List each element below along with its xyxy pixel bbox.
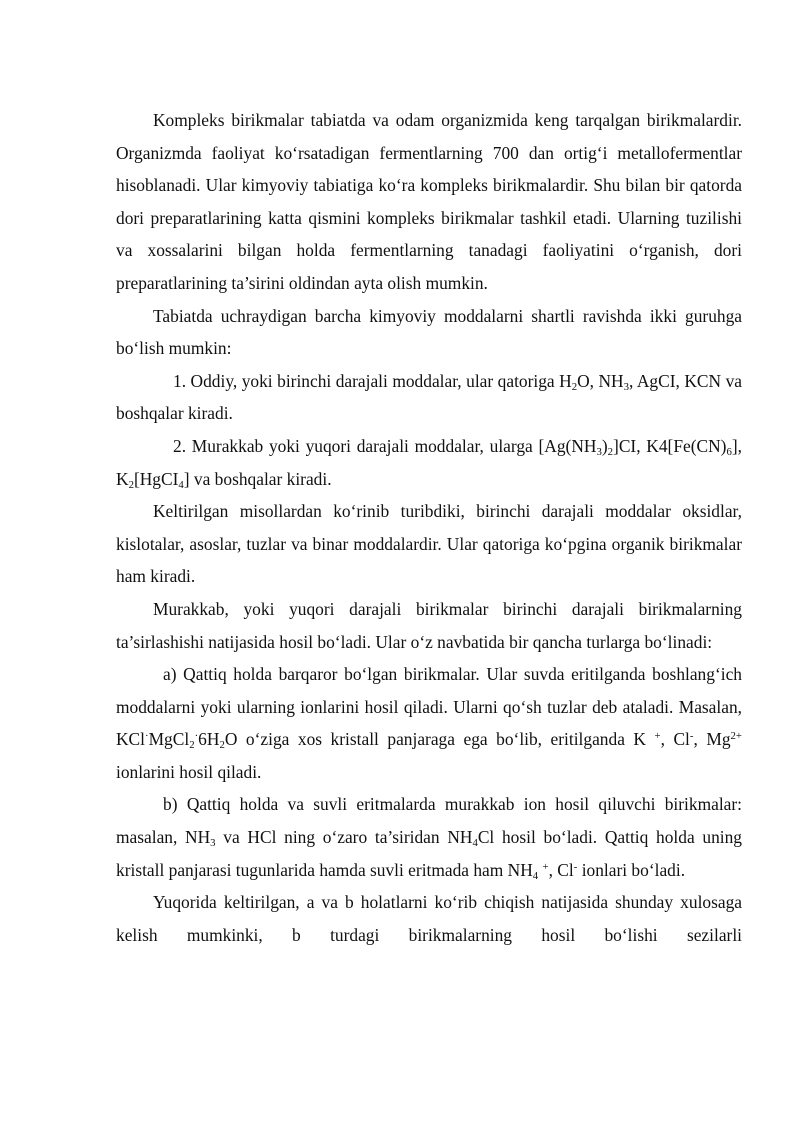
document-body — [116, 104, 742, 951]
paragraph-examples: Keltirilgan misollardan ko‘rinib turibdiki, birinchi darajali moddalar oksidlar, kislotalar, asoslar, tuzlar va binar moddalardir. Ular qatoriga ko‘pgina organik birikmalar ham kiradi. — [116, 501, 742, 587]
list-number: 2. — [173, 435, 187, 456]
list-number: 1. — [173, 370, 187, 391]
list-letter: b) — [163, 794, 178, 815]
list-item-complex-ions: b) Qattiq holda va suvli eritmalarda murakkab ion hosil qiluvchi birikmalar: masalan, $NH_3$ va HCl ning o‘zaro ta’siridan $NH_4Cl$ hosil bo‘ladi. Qattiq holda uning kristall panjarasi tugunlarida hamda suvli eritmada ham $NH_4$ +, Cl- ionlari bo‘ladi. — [116, 794, 742, 882]
list-letter: a) — [163, 664, 177, 685]
paragraph-classification: Tabiatda uchraydigan barcha kimyoviy moddalarni shartli ravishda ikki guruhga bo‘lish mumkin: — [116, 305, 742, 359]
paragraph-conclusion: Yuqorida keltirilgan, a va b holatlarni ko‘rib chiqish natijasida shunday xulosaga kelish mumkinki, b turdagi birikmalarning hosil bo‘lishi sezilarli — [116, 892, 742, 945]
paragraph-intro: Kompleks birikmalar tabiatda va odam organizmida keng tarqalgan birikmalardir. Organizmda faoliyat ko‘rsatadigan fermentlarning 700 dan ortig‘i metallofermentlar hisoblanadi. Ular kimyoviy tabiatiga ko‘ra kompleks birikmalardir. Shu bilan bir qatorda dori preparatlarining katta qismini kompleks birikmalar tashkil etadi. Ularning tuzilishi va xossalarini bilgan holda fermentlarning tanadagi faoliyatini o‘rganish, dori preparatlarining ta’sirini oldindan ayta olish mumkin. — [116, 110, 742, 293]
paragraph-complex-compounds: Murakkab, yoki yuqori darajali birikmalar birinchi darajali birikmalarning ta’sirlashishi natijasida hosil bo‘ladi. Ular o‘z navbatida bir qancha turlarga bo‘linadi: — [116, 598, 742, 652]
list-item-double-salts: a) Qattiq holda barqaror bo‘lgan birikmalar. Ular suvda eritilganda boshlang‘ich moddalarni yoki ularning ionlarini hosil qiladi. Ularni qo‘sh tuzlar deb ataladi. Masalan, $KCl^\cdot MgCl_2^\cdot 6H_2O$ o‘ziga xos kristall panjaraga ega bo‘lib, eritilganda K +, Cl-, $Mg^{2+}$ ionlarini hosil qiladi. — [116, 664, 742, 782]
list-item-complex-substances: 2. Murakkab yoki yuqori darajali moddalar, ularga $[Ag(NH_3)_2]CI$, $K4[Fe(CN)_6]$, $K_2[HgCI_4]$ va boshqalar kiradi. — [116, 435, 742, 491]
list-item-simple-substances: 1. Oddiy, yoki birinchi darajali moddalar, ular qatoriga $H_2O$, $NH_3$, AgCI, KCN va boshqalar kiradi. — [116, 370, 742, 424]
